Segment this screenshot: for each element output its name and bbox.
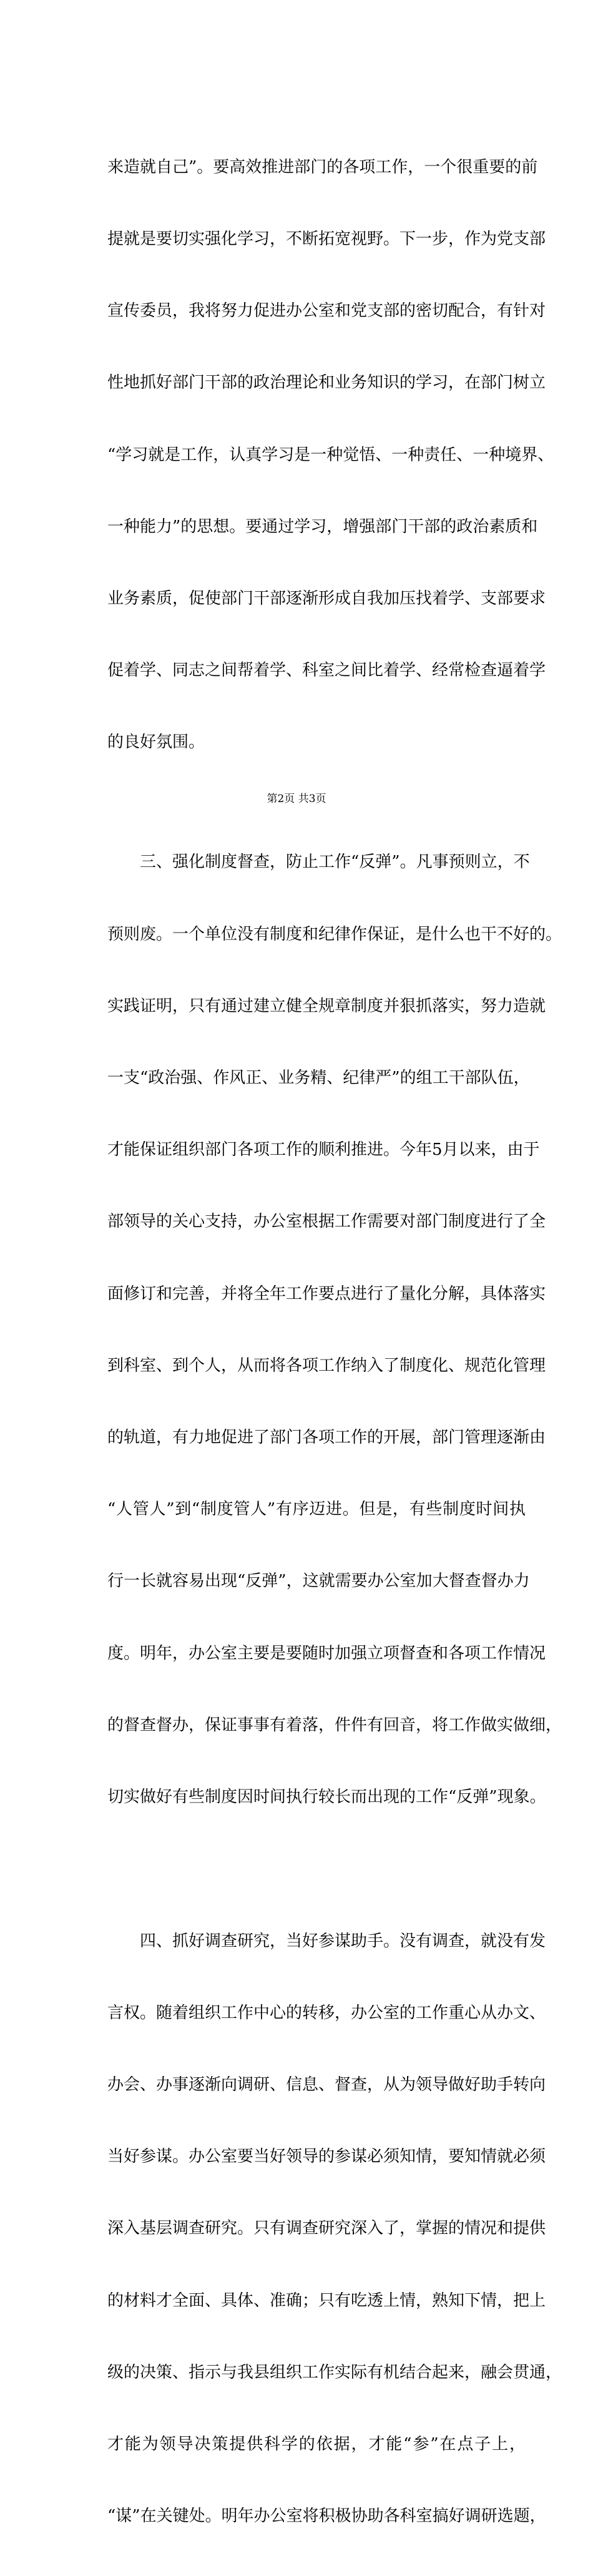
- text-line: 当好参谋。办公室要当好领导的参谋必须知情，要知情就必须: [107, 2147, 546, 2167]
- text-line: 深入基层调查研究。只有调查研究深入了，掌握的情况和提供: [107, 2219, 546, 2238]
- text-line: 宣传委员，我将努力促进办公室和党支部的密切配合，有针对: [107, 301, 546, 321]
- text-line: “谋”在关键处。明年办公室将积极协助各科室搞好调研选题，: [107, 2507, 546, 2526]
- text-line: 一种能力”的思想。要通过学习，增强部门干部的政治素质和: [107, 517, 538, 536]
- text-line: 度。明年，办公室主要是要随时加强立项督查和各项工作情况: [107, 1643, 546, 1663]
- text-line: 提就是要切实强化学习，不断拓宽视野。下一步，作为党支部: [107, 230, 546, 249]
- text-line: 四、抓好调查研究，当好参谋助手。没有调查，就没有发: [107, 1931, 546, 1951]
- text-line: 预则废。一个单位没有制度和纪律作保证，是什么也干不好的。: [107, 924, 562, 944]
- text-line: 行一长就容易出现“反弹”，这就需要办公室加大督查督办力: [107, 1572, 530, 1591]
- text-line: 实践证明，只有通过建立健全规章制度并狠抓落实，努力造就: [107, 996, 546, 1016]
- text-line: 的督查督办，保证事事有着落，件件有回音，将工作做实做细，: [107, 1715, 562, 1735]
- document-body: [107, 107, 562, 2576]
- text-line: “人管人”到“制度管人”有序迈进。但是，有些制度时间执: [107, 1500, 526, 1519]
- paragraph-study: [107, 107, 554, 803]
- text-line: 业务素质，促使部门干部逐渐形成自我加压找着学、支部要求: [107, 589, 546, 609]
- text-line: 三、强化制度督查，防止工作“反弹”。凡事预则立，不: [107, 853, 530, 872]
- text-line: 的轨道，有力地促进了部门各项工作的开展，部门管理逐渐由: [107, 1428, 546, 1447]
- text-line: 才能保证组织部门各项工作的顺利推进。今年5月以来，由于: [107, 1140, 540, 1160]
- page-footer: [0, 792, 593, 806]
- paragraph-section-three: [107, 803, 562, 1858]
- text-line: 面修订和完善，并将全年工作要点进行了量化分解，具体落实: [107, 1284, 546, 1303]
- text-line: 部领导的关心支持，办公室根据工作需要对部门制度进行了全: [107, 1212, 546, 1232]
- text-line: 来造就自己”。要高效推进部门的各项工作，一个很重要的前: [107, 157, 538, 177]
- text-line: 切实做好有些制度因时间执行较长而出现的工作“反弹”现象。: [107, 1788, 546, 1807]
- text-line: 言权。随着组织工作中心的转移，办公室的工作重心从办文、: [107, 2003, 546, 2022]
- text-line: 办会、办事逐渐向调研、信息、督查，从为领导做好助手转向: [107, 2075, 546, 2094]
- text-line: 级的决策、指示与我县组织工作实际有机结合起来，融会贯通，: [107, 2363, 562, 2382]
- text-line: 到科室、到个人，从而将各项工作纳入了制度化、规范化管理: [107, 1356, 546, 1375]
- text-line: 一支“政治强、作风正、业务精、纪律严”的组工干部队伍，: [107, 1069, 530, 1088]
- text-line: 的材料才全面、具体、准确；只有吃透上情，熟知下情，把上: [107, 2291, 546, 2310]
- paragraph-section-four: [107, 1881, 562, 2576]
- text-line: 的良好氛围。: [107, 733, 205, 752]
- paragraph-gap: [107, 1857, 526, 1881]
- text-line: 才能为领导决策提供科学的依据，才能“参”在点子上，: [107, 2434, 526, 2454]
- text-line: 性地抓好部门干部的政治理论和业务知识的学习，在部门树立: [107, 373, 546, 393]
- text-line: 促着学、同志之间帮着学、科室之间比着学、经常检查逼着学: [107, 661, 546, 680]
- text-line: “学习就是工作，认真学习是一种觉悟、一种责任、一种境界、: [107, 445, 554, 464]
- page-number-label: 第2页 共3页: [267, 793, 326, 805]
